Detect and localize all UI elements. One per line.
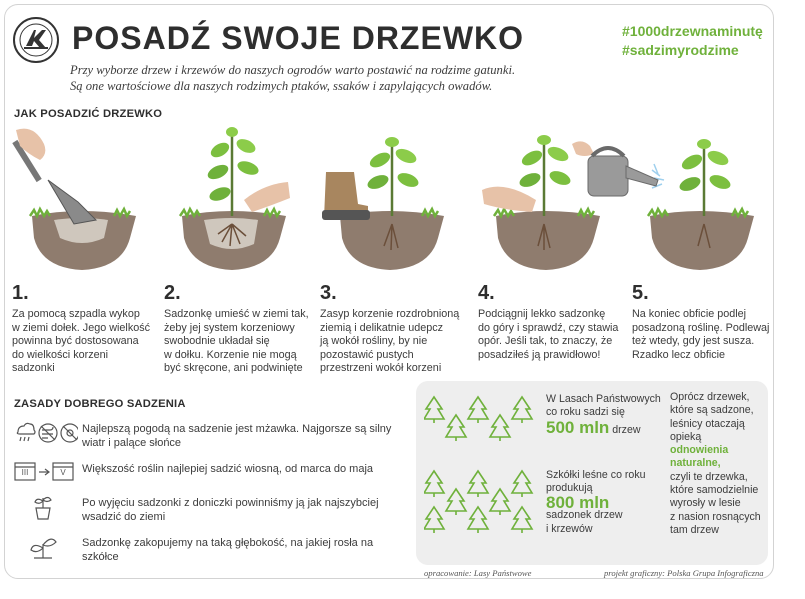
text-line: swobodnie układał się bbox=[164, 335, 270, 348]
stat-value: 500 mln bbox=[546, 417, 610, 437]
watering-can-icon bbox=[568, 136, 664, 206]
step-3 bbox=[320, 282, 468, 376]
tree-icons-group bbox=[424, 395, 536, 443]
hashtags bbox=[622, 22, 763, 60]
highlight-text: odnowienia bbox=[670, 444, 729, 457]
rule-weather bbox=[14, 420, 404, 450]
rule-seedling bbox=[14, 494, 404, 524]
sprout-icon bbox=[14, 534, 78, 560]
step-description bbox=[320, 308, 468, 376]
step-3-illustration bbox=[318, 120, 458, 280]
natural-regeneration-note bbox=[670, 391, 765, 537]
intro-line: Są one wartościowe dla naszych rodzimych ptaków, ssaków i zapylających owadów. bbox=[70, 79, 493, 93]
text-line: sadzonek drzew bbox=[546, 509, 623, 522]
stat-value: 800 mln bbox=[546, 492, 610, 512]
text-line: które samodzielnie bbox=[670, 484, 759, 497]
text-line: produkują bbox=[546, 482, 593, 495]
how-to-heading: JAK POSADZIĆ DRZEWKO bbox=[14, 108, 163, 120]
rule-text bbox=[82, 422, 412, 450]
stats-panel bbox=[416, 381, 768, 565]
text-line: Zasyp korzenie rozdrobnioną bbox=[320, 308, 460, 320]
text-line: wsadzić do ziemi bbox=[82, 511, 166, 523]
text-line: Najlepszą pogodą na sadzenie jest mżawka. Najgorsze są silny bbox=[82, 423, 392, 435]
hashtag-1000-trees: #1000drzewnaminutę bbox=[622, 23, 763, 39]
text-line: przestrzeni wokół korzeni bbox=[320, 362, 442, 375]
text-line: Oprócz drzewek, bbox=[670, 391, 750, 403]
credit-design: projekt graficzny: Polska Grupa Infograficzna bbox=[604, 568, 764, 578]
step-number: 2. bbox=[164, 282, 181, 304]
text-line: pozostawić pustych bbox=[320, 348, 414, 361]
lasy-panstwowe-logo bbox=[12, 16, 60, 64]
text-line: Sadzonkę zakopujemy na taką głębokość, na jakiej rosła na szkółce bbox=[82, 537, 374, 563]
text-line: czyli te drzewka, bbox=[670, 470, 748, 483]
step-4 bbox=[478, 282, 626, 362]
text-line: Większość roślin najlepiej sadzić wiosną, od marca do maja bbox=[82, 463, 374, 475]
step-2-illustration bbox=[160, 120, 300, 280]
text-line: Sadzonkę umieść w ziemi tak, bbox=[164, 308, 309, 320]
text-line: opór. Jeśli tak, to znaczy, że bbox=[478, 335, 613, 348]
text-line: żeby jej system korzeniowy bbox=[164, 321, 295, 334]
text-line: Rzadko lecz obficie bbox=[632, 348, 726, 361]
intro-text bbox=[70, 62, 610, 94]
step-number: 1. bbox=[12, 282, 29, 304]
rules-heading: ZASADY DOBREGO SADZENIA bbox=[14, 398, 186, 410]
credit-author: opracowanie: Lasy Państwowe bbox=[424, 568, 532, 578]
text-line: Po wyjęciu sadzonki z doniczki powinniśmy ją jak najszybciej bbox=[82, 497, 379, 509]
text-line: ją wokół rośliny, by nie bbox=[320, 335, 428, 348]
stat-unit: drzew bbox=[612, 423, 641, 436]
step-description bbox=[478, 308, 626, 362]
step-1-illustration bbox=[10, 120, 150, 280]
hashtag-plant-native: #sadzimyrodzime bbox=[622, 42, 739, 58]
stat-seedlings-produced bbox=[546, 469, 666, 536]
rule-text bbox=[82, 496, 412, 524]
text-line: też wtedy, gdy jest susza. bbox=[632, 335, 755, 348]
step-description bbox=[632, 308, 772, 362]
text-line: sadzonki bbox=[12, 362, 55, 375]
calendar-to-label: V bbox=[60, 468, 66, 477]
text-line: posadzoną roślinę. Podlewaj bbox=[632, 321, 770, 334]
text-line: co roku sadzi się bbox=[546, 406, 625, 419]
highlight-text: naturalne, bbox=[670, 457, 721, 470]
step-5 bbox=[632, 282, 772, 362]
step-number: 4. bbox=[478, 282, 495, 304]
text-line: być skręcone, ani podwinięte bbox=[164, 362, 303, 375]
intro-line: Przy wyborze drzew i krzewów do naszych ogrodów warto postawić na rodzime gatunki. bbox=[70, 63, 516, 77]
tree-icons-group bbox=[424, 469, 536, 535]
text-line: i krzewów bbox=[546, 522, 593, 535]
calendar-icon bbox=[14, 460, 78, 482]
rule-depth bbox=[14, 534, 404, 564]
text-line: W Lasach Państwowych bbox=[546, 393, 661, 405]
text-line: ziemią i delikatnie udepcz bbox=[320, 321, 444, 334]
step-number: 5. bbox=[632, 282, 649, 304]
text-line: wiatr i palące słońce bbox=[82, 437, 182, 449]
rule-text bbox=[82, 536, 412, 564]
step-1 bbox=[12, 282, 160, 376]
rule-text bbox=[82, 462, 412, 476]
text-line: tam drzew bbox=[670, 523, 719, 536]
text-line: posadziłeś ją prawidłowo! bbox=[478, 348, 601, 361]
text-line: do wielkości korzeni bbox=[12, 348, 109, 361]
text-line: z nasion rosnących bbox=[670, 510, 761, 523]
text-line: Szkółki leśne co roku bbox=[546, 469, 646, 481]
stat-trees-planted bbox=[546, 393, 666, 437]
step-description bbox=[164, 308, 312, 376]
calendar-from-label: III bbox=[21, 468, 29, 477]
text-line: Za pomocą szpadla wykop bbox=[12, 308, 140, 320]
page-title: POSADŹ SWOJE DRZEWKO bbox=[72, 20, 525, 56]
text-line: opieką bbox=[670, 430, 702, 443]
text-line: w ziemi dołek. Jego wielkość bbox=[12, 321, 151, 334]
step-number: 3. bbox=[320, 282, 337, 304]
weather-icons bbox=[14, 420, 78, 446]
rule-season bbox=[14, 460, 404, 490]
text-line: do góry i sprawdź, czy stawia bbox=[478, 321, 619, 334]
step-description bbox=[12, 308, 160, 376]
text-line: w dołku. Korzenie nie mogą bbox=[164, 348, 297, 361]
text-line: powinna być dostosowana bbox=[12, 335, 139, 348]
text-line: Na koniec obficie podlej bbox=[632, 308, 747, 320]
step-2 bbox=[164, 282, 312, 376]
text-line: które są sadzone, bbox=[670, 404, 754, 417]
text-line: leśnicy otaczają bbox=[670, 417, 745, 430]
potted-seedling-icon bbox=[14, 494, 78, 520]
text-line: Podciągnij lekko sadzonkę bbox=[478, 308, 606, 320]
text-line: wyrosły w lesie bbox=[670, 497, 741, 510]
